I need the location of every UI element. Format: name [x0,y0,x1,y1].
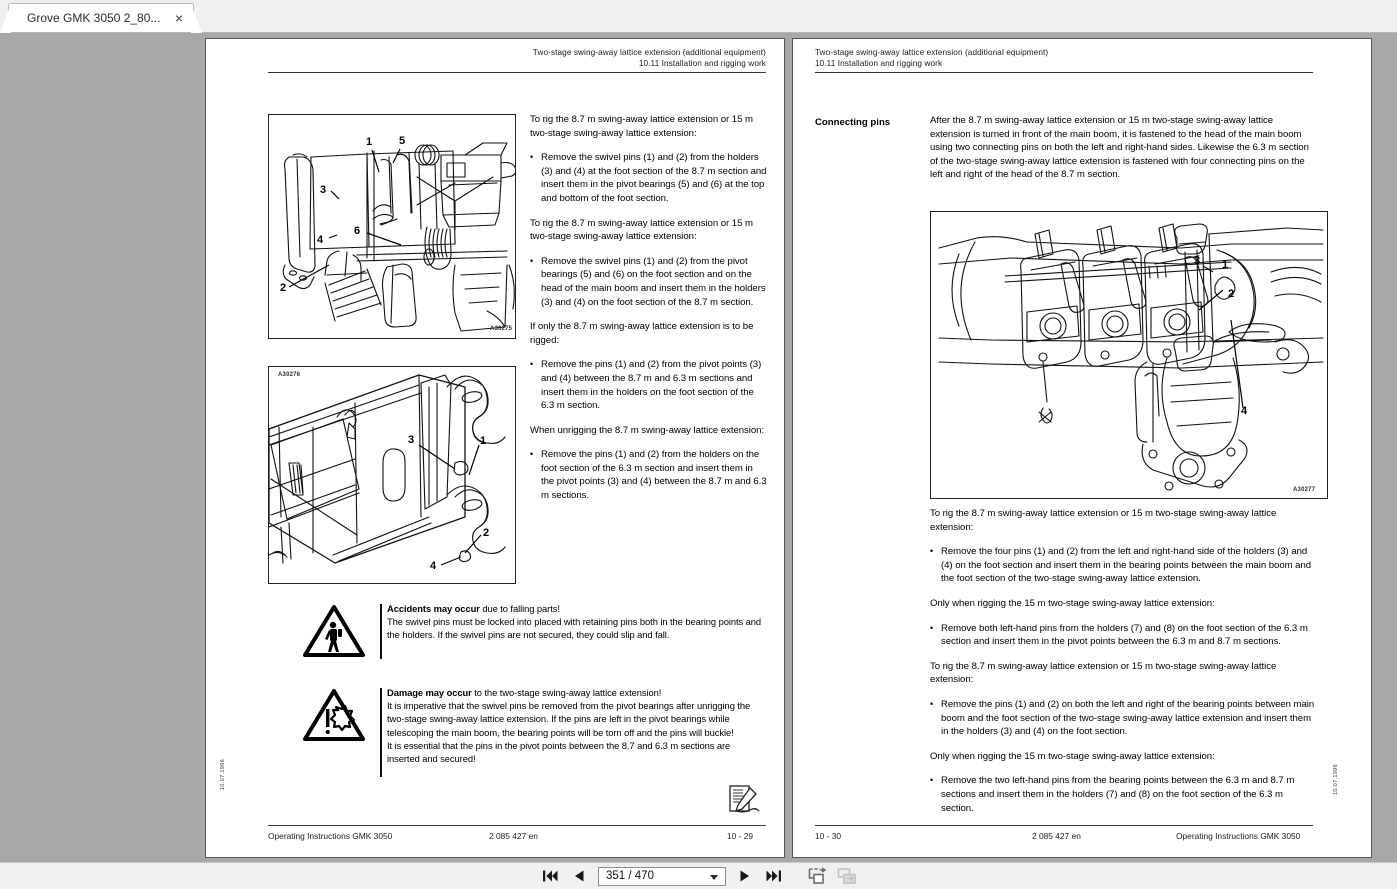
previous-page-icon [573,869,585,883]
warning-body: It is imperative that the swivel pins be removed from the pivot bearings after unrigging the two-stage swing-away lattice extension. If the pins are left in the pivot bearings while telescoping the main boom, the bearing points will be torn off and the pins will buckle! [387,700,751,738]
previous-page-button[interactable] [569,866,589,886]
figure-a30277 [930,211,1328,499]
next-page-icon [739,869,751,883]
page-header-line2: 10.11 Installation and rigging work [638,59,766,68]
paragraph: Only when rigging the 15 m two-stage swing-away lattice extension: [930,597,1215,609]
footer-right: 10 - 29 [727,831,754,841]
header-rule [815,72,1313,73]
fit-page-icon [808,867,828,885]
warning-damage-icon [302,687,366,743]
figure-a30276 [268,366,516,584]
note-pen-icon [726,784,760,818]
figure-code-a30275: A30275 [490,326,513,332]
warning-head-rest: to the two-stage swing-away lattice extension! [471,687,662,698]
right-page-intro [930,114,1315,182]
page-header-line2: 10.11 Installation and rigging work [815,59,943,68]
bullet-list [930,774,1315,815]
fit-page-button[interactable] [808,866,828,886]
paragraph: To rig the 8.7 m swing-away lattice extension or 15 m two-stage swing-away lattice extension: [930,660,1277,686]
figure-a30276-drawing [269,367,516,584]
header-rule [268,72,766,73]
first-page-icon [542,869,558,883]
figure-a30277-drawing [931,212,1328,499]
callout-2: 2 [483,527,490,539]
bullet-list [930,545,1315,586]
callout-6: 6 [354,225,361,237]
callout-1: 1 [480,435,487,447]
side-date: 10.07.1996 [220,759,226,790]
warning-accidents [302,603,766,661]
warning-damage [302,687,766,779]
warning-rule [380,688,382,777]
list-item: • Remove the swivel pins (1) and (2) from the pivot bearings (5) and (6) on the foot section and on the head of the main boom and insert them in the holders (3) and (4) on the foot section of the 8.7 m section. [541,255,768,309]
paragraph: When unrigging the 8.7 m swing-away lattice extension: [530,424,765,436]
warning-falling-parts-icon [302,603,366,659]
callout-3: 3 [320,184,327,196]
bullet-list [530,255,768,309]
warning-accidents-text [387,602,765,642]
fit-width-button[interactable] [837,866,857,886]
pdf-toolbar [0,862,1397,889]
footer-left: 10 - 30 [815,831,842,841]
callout-4: 4 [430,560,437,572]
chevron-down-icon[interactable] [710,875,718,880]
list-item: • Remove the four pins (1) and (2) from the left and right-hand side of the holders (3) and (4) on the foot section and insert them in the bearing points between the main boom and the foot section of the two-stage swing-away lattice extension. [941,545,1315,586]
fit-width-icon [837,867,857,885]
callout-2: 2 [1228,288,1235,300]
last-page-icon [766,869,782,883]
footer-center: 2 085 427 en [1032,831,1081,841]
list-item: • Remove both left-hand pins from the holders (7) and (8) on the foot section of the 6.3 m section and insert them in the pivot points between the 6.3 m and 8.7 m sections. [941,622,1315,649]
pdf-page-right [792,38,1372,858]
callout-5: 5 [399,135,406,147]
page-header-line1: Two-stage swing-away lattice extension (additional equipment) [532,48,766,57]
paragraph: To rig the 8.7 m swing-away lattice extension or 15 m two-stage swing-away lattice extension: [530,217,753,243]
paragraph: After the 8.7 m swing-away lattice extension or 15 m two-stage swing-away lattice extension is turned in front of the main boom, it is fastened to the head of the main boom using two connecting pins on both the left and right-hand sides. Likewise the 6.3 m section of the two-stage swing-away lattice extension is fastened with four connecting pins on the left and right of the head of the 8.7 m section. [930,115,1309,181]
footer-rule [268,825,766,826]
callout-3: 3 [1194,255,1201,267]
right-page-text-column [930,507,1315,815]
list-item: • Remove the pins (1) and (2) from the holders on the foot section of the 6.3 m section and insert them in the pivot points (3) and (4) between the 8.7 m and 6.3 m sections. [541,448,768,502]
page-number-value: 351 / 470 [606,870,654,882]
figure-a30275 [268,114,516,339]
callout-4: 4 [1241,405,1248,417]
list-item: • Remove the swivel pins (1) and (2) from the holders (3) and (4) at the foot section of the 8.7 m section and insert them in the pivot bearings (5) and (6) at the top and bottom of the foot section. [541,151,768,205]
footer-center: 2 085 427 en [489,831,538,841]
browser-tab[interactable] [8,3,194,32]
warning-head: Accidents may occur [387,603,480,614]
left-page-text-column [530,113,768,503]
bullet-list [530,358,768,412]
pdf-viewer-canvas[interactable] [0,33,1397,862]
warning-damage-text [387,686,765,765]
list-item: • Remove the two left-hand pins from the bearing points between the 6.3 m and 8.7 m sections and insert them in the holders (7) and (8) on the foot section of the 6.3 m section. [941,774,1315,815]
bullet-list [530,448,768,502]
paragraph: If only the 8.7 m swing-away lattice extension is to be rigged: [530,321,754,346]
callout-3: 3 [408,434,415,446]
page-header-line1: Two-stage swing-away lattice extension (additional equipment) [815,48,1049,57]
first-page-button[interactable] [540,866,560,886]
side-date: 10.07.1996 [1333,764,1339,795]
footer-right: Operating Instructions GMK 3050 [1176,831,1301,841]
warning-rule [380,604,382,659]
close-icon[interactable]: × [174,10,183,26]
paragraph: Only when rigging the 15 m two-stage swing-away lattice extension: [930,750,1215,762]
footer-rule [815,825,1313,826]
figure-a30275-drawing [269,115,516,339]
list-item: • Remove the pins (1) and (2) from the pivot points (3) and (4) between the 8.7 m and 6.3 m sections and insert them in the holders on the foot section of the 6.3 m section. [541,358,768,412]
browser-tab-title: Grove GMK 3050 2_80... [27,11,161,25]
warning-body: The swivel pins must be locked into placed with retaining pins both in the bearing points and the holders. If the swivel pins are not secured, they could slip and fall. [387,616,762,641]
callout-1: 1 [366,136,373,148]
last-page-button[interactable] [764,866,784,886]
footer-left: Operating Instructions GMK 3050 [268,831,393,841]
next-page-button[interactable] [735,866,755,886]
warning-head: Damage may occur [387,687,472,698]
warning-body2: It is essential that the pins in the pivot points between the 8.7 and 6.3 m sections are inserted and secured! [387,739,731,765]
callout-4: 4 [317,234,324,246]
figure-code-a30277: A30277 [1293,487,1316,493]
list-item: • Remove the pins (1) and (2) on both the left and right of the bearing points between main boom and the foot section of the two-stage swing-away lattice extension and insert them in the holders (3) and (4) on the foot section. [941,698,1315,739]
browser-tab-bar [0,0,1397,33]
page-number-input[interactable] [598,867,726,886]
figure-code-a30276: A30276 [278,372,301,378]
bullet-list [530,151,768,205]
paragraph: To rig the 8.7 m swing-away lattice extension or 15 m two-stage swing-away lattice extension: [930,508,1277,533]
callout-1: 1 [1222,259,1229,271]
paragraph: To rig the 8.7 m swing-away lattice extension or 15 m two-stage swing-away lattice extension: [530,114,753,139]
bullet-list [930,622,1315,649]
callout-2: 2 [280,282,287,294]
bullet-list [930,698,1315,739]
pdf-page-left [205,38,785,858]
warning-head-rest: due to falling parts! [479,603,560,614]
section-side-heading: Connecting pins [815,117,891,128]
